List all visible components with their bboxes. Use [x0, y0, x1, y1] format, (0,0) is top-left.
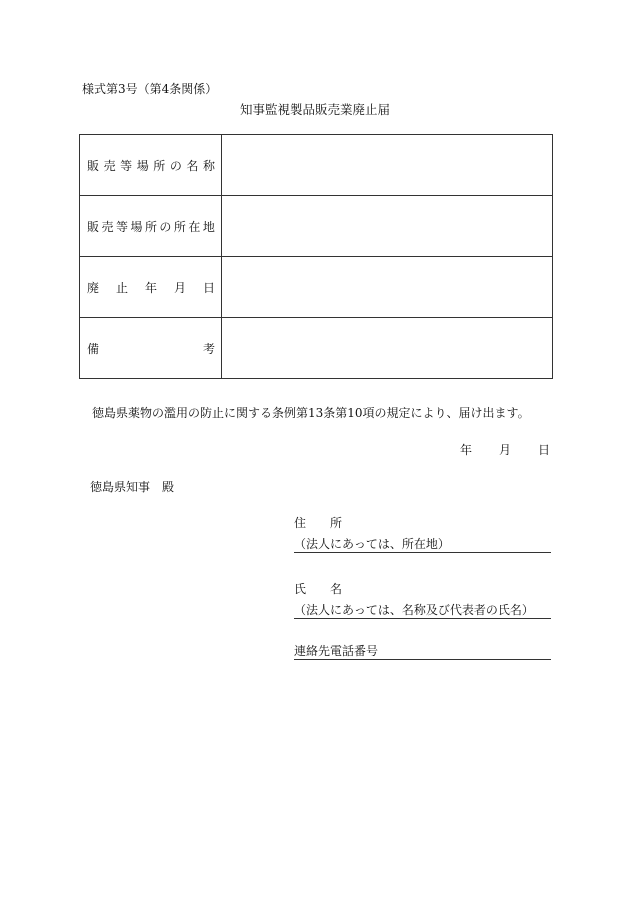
table-row: [80, 318, 553, 379]
label-char: 場: [130, 219, 143, 234]
addressee: 徳島県知事 殿: [90, 480, 175, 494]
table-row: [80, 196, 553, 257]
remarks-field[interactable]: [222, 318, 553, 379]
store-location-field[interactable]: [222, 196, 553, 257]
label-char: 日: [202, 280, 215, 295]
label-store-location: [80, 196, 222, 257]
label-char: 売: [101, 219, 114, 234]
phone-line[interactable]: 連絡先電話番号: [294, 643, 551, 660]
label-char: 廃: [87, 280, 100, 295]
label-char: 所: [144, 219, 157, 234]
label-char: の: [169, 158, 182, 173]
label-char: 年: [144, 280, 157, 295]
label-char: 販: [87, 158, 100, 173]
label-char: 売: [103, 158, 116, 173]
label-abolition-date: [80, 257, 222, 318]
label-remarks: [80, 318, 222, 379]
label-char: 等: [120, 158, 133, 173]
label-char: の: [159, 219, 172, 234]
table-row: [80, 257, 553, 318]
label-char: 場: [136, 158, 149, 173]
label-char: 販: [87, 219, 100, 234]
label-char: 所: [153, 158, 166, 173]
label-char: 考: [202, 341, 215, 356]
label-store-name: [80, 135, 222, 196]
address-line[interactable]: （法人にあっては、所在地）: [294, 536, 551, 553]
label-char: 月: [173, 280, 186, 295]
name-label: 氏 名: [294, 582, 343, 596]
date-month: 月: [498, 443, 511, 457]
statement-text: 徳島県薬物の濫用の防止に関する条例第13条第10項の規定により、届け出ます。: [92, 406, 530, 420]
label-char: 止: [115, 280, 128, 295]
address-label: 住 所: [294, 516, 343, 530]
date-day: 日: [537, 443, 550, 457]
name-line[interactable]: （法人にあっては、名称及び代表者の氏名）: [294, 602, 551, 619]
document-title: 知事監視製品販売業廃止届: [239, 102, 390, 117]
label-char: 在: [188, 219, 201, 234]
label-char: 等: [115, 219, 128, 234]
date-line: [460, 441, 550, 458]
abolition-date-field[interactable]: [222, 257, 553, 318]
date-year: 年: [460, 443, 473, 457]
label-char: 備: [87, 341, 100, 356]
label-char: 所: [173, 219, 186, 234]
notification-table: [79, 134, 553, 379]
store-name-field[interactable]: [222, 135, 553, 196]
table-row: [80, 135, 553, 196]
label-char: 称: [202, 158, 215, 173]
label-char: 地: [202, 219, 215, 234]
form-number: 様式第3号（第4条関係）: [82, 82, 218, 96]
label-char: 名: [186, 158, 199, 173]
